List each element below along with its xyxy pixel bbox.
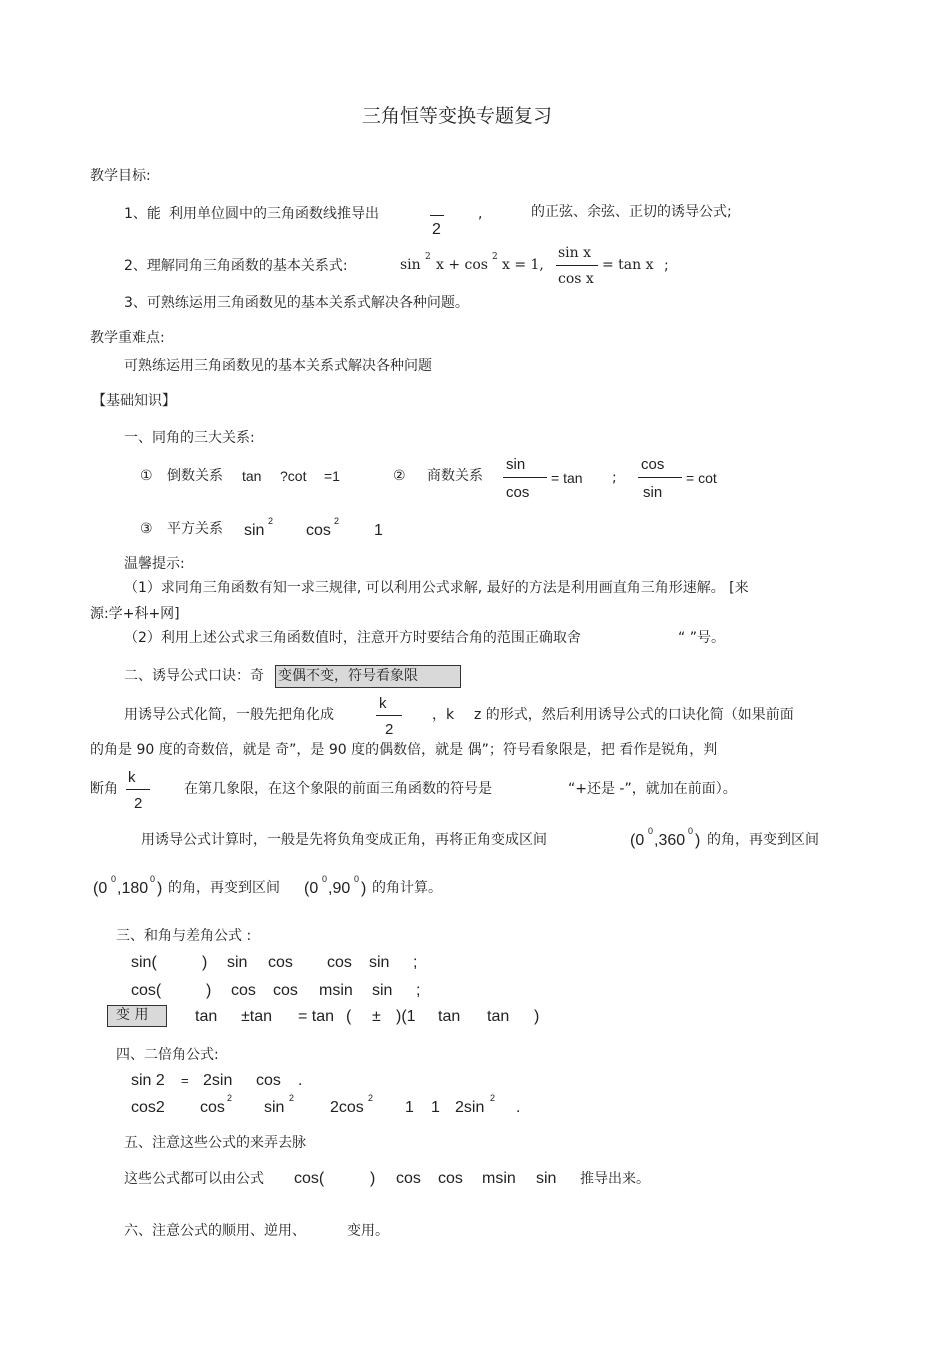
tan-var-4: (	[346, 1008, 352, 1025]
tan-var-1: tan	[195, 1008, 218, 1025]
double-cos-5: 1	[405, 1099, 414, 1116]
double-cos-4: 2cos	[330, 1099, 364, 1116]
induction-frac-den: 2	[385, 721, 394, 738]
goal-2-frac-eq: = tan x	[602, 257, 654, 273]
goal-2-sup-b: 2	[492, 252, 498, 262]
quotient-1-eq: = tan	[551, 470, 583, 486]
sum-sin-5: cos	[327, 954, 352, 971]
reciprocal-label: 倒数关系	[167, 468, 223, 484]
interval-3-sup-b: 0	[354, 874, 360, 884]
circle-2: ②	[393, 468, 406, 484]
goal-2-text: 2、理解同角三角函数的基本关系式:	[124, 258, 348, 274]
sum-cos-5: msin	[319, 982, 353, 999]
quotient-1-den: cos	[506, 484, 530, 501]
quotient-semi: ;	[612, 470, 617, 486]
goal-2-semi: ;	[664, 258, 669, 274]
origin-f-4: cos	[438, 1170, 463, 1187]
section-5-text-b: 推导出来。	[580, 1171, 650, 1187]
induction-line-5b: 的角计算。	[372, 880, 442, 896]
interval-3-b: ,90	[328, 880, 351, 897]
reciprocal-a: tan	[242, 468, 262, 484]
quotient-2-den: sin	[643, 484, 663, 501]
double-cos-7: 2sin	[455, 1099, 485, 1116]
section-4-heading: 四、二倍角公式:	[116, 1047, 219, 1063]
goal-1-frac-bar	[430, 215, 444, 216]
quotient-2-eq: = cot	[686, 470, 717, 486]
section-2-heading: 二、诱导公式口诀：奇	[124, 668, 264, 684]
keypoints-heading: 教学重难点:	[90, 330, 165, 346]
origin-f-1: cos(	[294, 1170, 325, 1187]
origin-f-6: sin	[536, 1170, 557, 1187]
induction-line-3a: 断角	[90, 781, 118, 797]
goal-1-prefix: 1、能	[124, 206, 161, 222]
interval-3-a: (0	[304, 880, 319, 897]
double-cos-1: cos2	[131, 1099, 165, 1116]
induction-frac2-bar	[126, 789, 150, 790]
double-cos-3: sin	[264, 1099, 285, 1116]
section-6-text-b: 变用。	[347, 1223, 389, 1239]
tan-var-5: ±	[372, 1008, 381, 1025]
circle-1: ①	[140, 468, 153, 484]
mnemonic-boxed-text: 变偶不变，符号看象限	[278, 668, 418, 684]
square-sup-b: 2	[334, 516, 340, 526]
double-sin-5: .	[298, 1072, 303, 1089]
page-title: 三角恒等变换专题复习	[362, 105, 553, 127]
double-cos-sup-3: 2	[368, 1093, 374, 1103]
tan-var-7: tan	[438, 1008, 461, 1025]
goal-1-text: 利用单位圆中的三角函数线推导出	[169, 206, 379, 222]
quotient-2-num: cos	[641, 456, 665, 473]
double-cos-6: 1	[431, 1099, 440, 1116]
goal-2-frac-bar	[556, 265, 598, 266]
double-sin-3: 2sin	[203, 1072, 233, 1089]
induction-frac2-den: 2	[134, 795, 143, 812]
interval-1-b: ,360	[654, 832, 686, 849]
double-cos-sup-4: 2	[490, 1093, 496, 1103]
goal-2-formula-a: sin	[400, 257, 421, 273]
square-b: cos	[306, 522, 331, 539]
tip-1b: 源:学+科+网]	[90, 606, 180, 622]
sum-sin-1: sin(	[131, 954, 157, 971]
quotient-1-bar	[503, 477, 547, 478]
sum-cos-4: cos	[273, 982, 298, 999]
section-3-heading: 三、和角与差角公式 :	[116, 928, 252, 944]
origin-f-2: )	[370, 1170, 376, 1187]
goal-2-formula-b: x + cos	[436, 257, 488, 273]
tan-var-6: )(1	[396, 1008, 416, 1025]
interval-2-sup-b: 0	[150, 874, 156, 884]
double-sin-2: =	[181, 1073, 189, 1088]
induction-line-3b: 在第几象限，在这个象限的前面三角函数的符号是	[184, 781, 492, 797]
origin-f-5: msin	[482, 1170, 516, 1187]
section-1-heading: 一、同角的三大关系:	[124, 430, 255, 446]
square-a: sin	[244, 522, 265, 539]
double-sin-4: cos	[256, 1072, 281, 1089]
induction-line-1c: z 的形式，然后利用诱导公式的口诀化简（如果前面	[474, 707, 794, 723]
induction-line-3c: “+还是 -”，就加在前面）。	[568, 781, 737, 797]
tan-var-9: )	[534, 1008, 540, 1025]
tip-heading: 温馨提示:	[124, 556, 185, 572]
induction-frac-num: k	[379, 695, 387, 712]
sum-cos-1: cos(	[131, 982, 162, 999]
goal-2-formula-c: x = 1,	[502, 257, 544, 273]
sum-cos-3: cos	[231, 982, 256, 999]
keypoints-text: 可熟练运用三角函数见的基本关系式解决各种问题	[124, 358, 432, 374]
goals-heading: 教学目标:	[90, 168, 151, 184]
goal-3-text: 3、可熟练运用三角函数见的基本关系式解决各种问题。	[124, 295, 469, 311]
tip-2: （2）利用上述公式求三角函数值时，注意开方时要结合角的范围正确取舍	[124, 630, 581, 646]
interval-1-sup-a: 0	[648, 826, 654, 836]
sum-sin-6: sin	[369, 954, 390, 971]
goal-1-suffix: 的正弦、余弦、正切的诱导公式;	[531, 204, 732, 220]
interval-1-c: )	[695, 832, 701, 849]
double-cos-8: .	[516, 1099, 521, 1116]
goal-1-comma: ,	[478, 206, 483, 222]
interval-2-a: (0	[93, 880, 108, 897]
double-sin-1: sin 2	[131, 1072, 165, 1089]
induction-frac2-num: k	[128, 769, 136, 786]
sum-cos-6: sin	[372, 982, 393, 999]
variant-boxed-text: 变 用	[116, 1007, 149, 1023]
double-cos-2: cos	[200, 1099, 225, 1116]
tip-2b: “ ”号。	[678, 630, 725, 646]
induction-line-1b: ，k	[432, 707, 455, 723]
tan-var-8: tan	[487, 1008, 510, 1025]
square-sup-a: 2	[268, 516, 274, 526]
induction-line-4a: 用诱导公式计算时，一般是先将负角变成正角，再将正角变成区间	[141, 832, 547, 848]
sum-sin-4: cos	[268, 954, 293, 971]
basics-heading: 【基础知识】	[92, 393, 176, 409]
tan-var-3: = tan	[298, 1008, 335, 1025]
square-c: 1	[374, 522, 383, 539]
double-cos-sup-1: 2	[227, 1093, 233, 1103]
tan-var-2: ±tan	[241, 1008, 273, 1025]
interval-1-a: (0	[630, 832, 645, 849]
quotient-label: 商数关系	[427, 468, 483, 484]
interval-2-c: )	[157, 880, 163, 897]
double-cos-sup-2: 2	[289, 1093, 295, 1103]
goal-2-sup-a: 2	[425, 252, 431, 262]
induction-line-5a: 的角，再变到区间	[168, 880, 280, 896]
tip-1: （1）求同角三角函数有知一求三规律, 可以利用公式求解, 最好的方法是利用画直角三角形速解。 [来	[124, 580, 749, 596]
goal-1-frac-den: 2	[432, 221, 441, 238]
sum-sin-7: ;	[413, 954, 418, 971]
section-6-heading: 六、注意公式的顺用、逆用、	[124, 1223, 306, 1239]
sum-cos-7: ;	[416, 982, 421, 999]
reciprocal-c: =1	[324, 468, 340, 484]
induction-line-1a: 用诱导公式化简，一般先把角化成	[124, 707, 334, 723]
goal-2-frac-num: sin x	[558, 245, 592, 261]
interval-2-b: ,180	[117, 880, 149, 897]
goal-2-frac-den: cos x	[558, 271, 594, 287]
circle-3: ③	[140, 521, 153, 537]
interval-3-c: )	[361, 880, 367, 897]
origin-f-3: cos	[396, 1170, 421, 1187]
induction-frac-bar	[376, 715, 402, 716]
interval-1-sup-b: 0	[688, 826, 694, 836]
sum-sin-2: )	[202, 954, 208, 971]
section-5-heading: 五、注意这些公式的来弄去脉	[124, 1135, 306, 1151]
interval-2-sup-a: 0	[111, 874, 117, 884]
section-5-text-a: 这些公式都可以由公式	[124, 1171, 264, 1187]
square-label: 平方关系	[167, 521, 223, 537]
quotient-1-num: sin	[506, 456, 526, 473]
induction-line-2: 的角是 90 度的奇数倍，就是 奇”，是 90 度的偶数倍，就是 偶”；符号看象限是，把 看作是锐角，判	[90, 742, 718, 758]
induction-line-4b: 的角，再变到区间	[707, 832, 819, 848]
quotient-2-bar	[638, 477, 682, 478]
interval-3-sup-a: 0	[322, 874, 328, 884]
sum-cos-2: )	[206, 982, 212, 999]
reciprocal-b: ?cot	[280, 468, 307, 484]
sum-sin-3: sin	[227, 954, 248, 971]
